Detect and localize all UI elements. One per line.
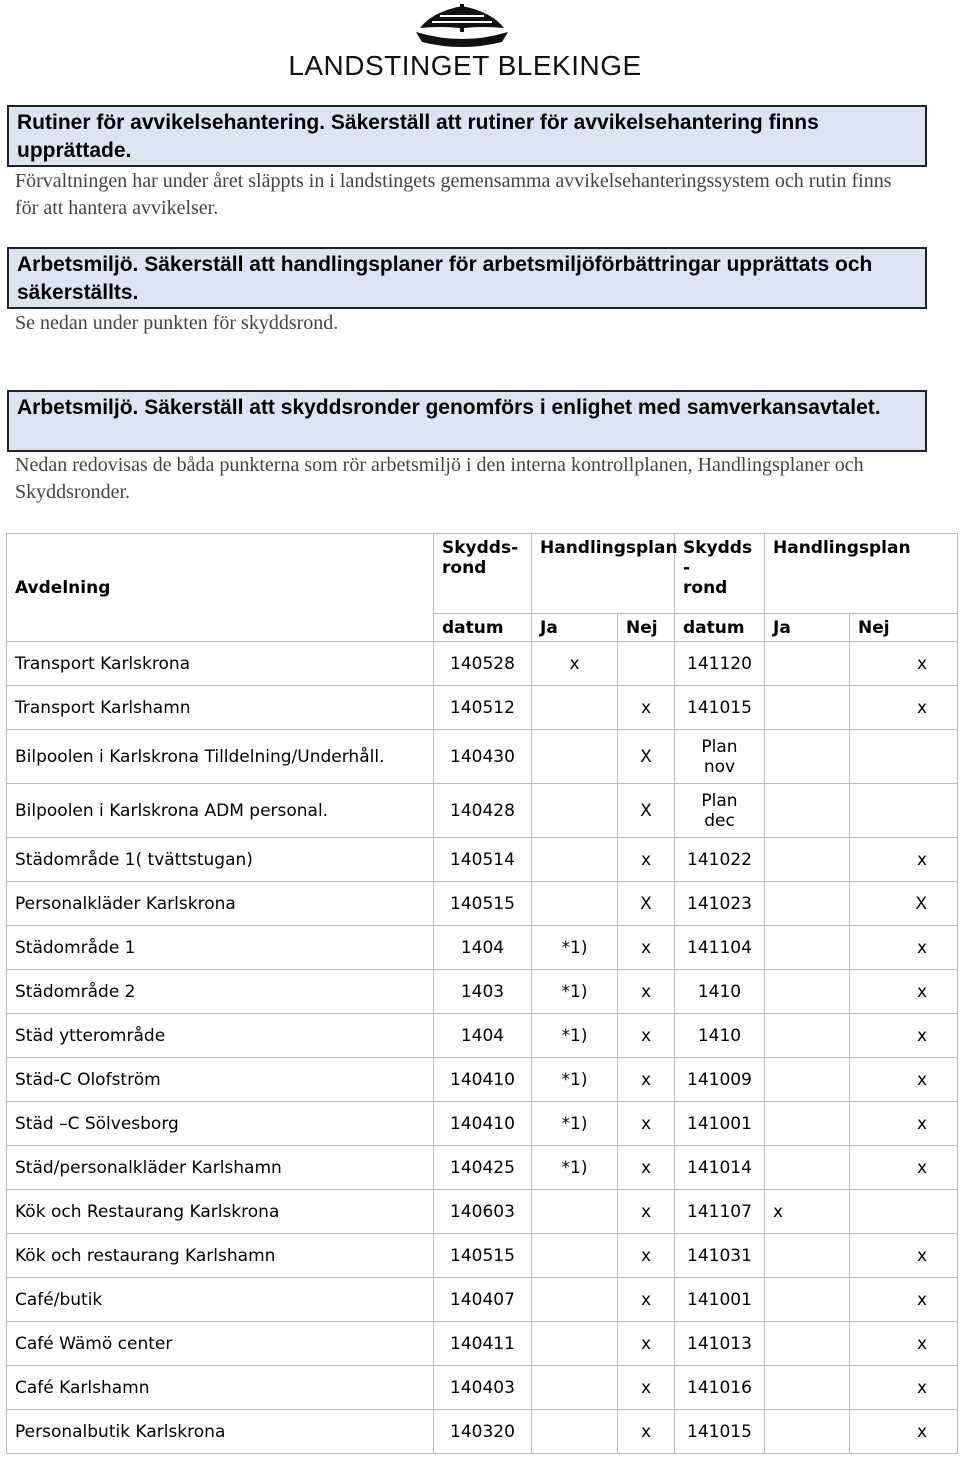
- cell-avdelning: Städområde 1( tvättstugan): [7, 838, 434, 882]
- cell-handlingsplan-ja: *1): [532, 1014, 618, 1058]
- cell-handlingsplan-nej-2: x: [850, 1014, 958, 1058]
- cell-skyddsrond-datum-2: 141001: [675, 1102, 765, 1146]
- table-row: [7, 838, 958, 882]
- cell-handlingsplan-nej: X: [618, 882, 675, 926]
- cell-handlingsplan-nej-2: x: [850, 838, 958, 882]
- cell-handlingsplan-ja-2: [765, 1234, 850, 1278]
- cell-skyddsrond-datum: 140411: [434, 1322, 532, 1366]
- header-nej-2: Nej: [850, 614, 958, 642]
- section-body-1: Förvaltningen har under året släppts in i landstingets gemensamma avvikelsehanteringssystem och rutin finns för att hantera avvikelser.: [15, 170, 892, 219]
- cell-handlingsplan-ja: [532, 838, 618, 882]
- cell-handlingsplan-ja-2: x: [765, 1190, 850, 1234]
- cell-handlingsplan-ja: [532, 686, 618, 730]
- cell-handlingsplan-ja: [532, 1190, 618, 1234]
- cell-avdelning: Personalbutik Karlskrona: [7, 1410, 434, 1454]
- safety-round-table: [6, 533, 958, 1454]
- cell-skyddsrond-datum-2: 1410: [675, 1014, 765, 1058]
- cell-skyddsrond-datum: 1404: [434, 1014, 532, 1058]
- cell-handlingsplan-nej-2: x: [850, 642, 958, 686]
- cell-avdelning: Café Karlshamn: [7, 1366, 434, 1410]
- cell-handlingsplan-ja-2: [765, 1014, 850, 1058]
- cell-skyddsrond-datum-2: 141120: [675, 642, 765, 686]
- cell-handlingsplan-nej-2: x: [850, 1410, 958, 1454]
- cell-skyddsrond-datum: 140430: [434, 730, 532, 784]
- cell-avdelning: Städ –C Sölvesborg: [7, 1102, 434, 1146]
- header-skyddsrond-1: Skydds- rond: [434, 534, 532, 614]
- cell-handlingsplan-ja: *1): [532, 926, 618, 970]
- cell-handlingsplan-ja: [532, 784, 618, 838]
- cell-avdelning: Bilpoolen i Karlskrona Tilldelning/Underhåll.: [7, 730, 434, 784]
- cell-handlingsplan-ja-2: [765, 1322, 850, 1366]
- cell-avdelning: Städ/personalkläder Karlshamn: [7, 1146, 434, 1190]
- cell-handlingsplan-ja-2: [765, 926, 850, 970]
- cell-handlingsplan-nej: x: [618, 1278, 675, 1322]
- table-row: [7, 1410, 958, 1454]
- cell-skyddsrond-datum-2: 141022: [675, 838, 765, 882]
- cell-handlingsplan-ja: *1): [532, 1102, 618, 1146]
- cell-avdelning: Kök och Restaurang Karlskrona: [7, 1190, 434, 1234]
- header-skyddsrond-2: Skydds - rond: [675, 534, 765, 614]
- table-row: [7, 1014, 958, 1058]
- cell-handlingsplan-nej-2: x: [850, 686, 958, 730]
- header-handlingsplan-2: Handlingsplan: [765, 534, 958, 614]
- cell-handlingsplan-nej: [618, 642, 675, 686]
- cell-skyddsrond-datum: 140515: [434, 1234, 532, 1278]
- cell-handlingsplan-ja: *1): [532, 970, 618, 1014]
- cell-skyddsrond-datum: 140407: [434, 1278, 532, 1322]
- header-datum-2: datum: [675, 614, 765, 642]
- table-row: [7, 926, 958, 970]
- table-row: [7, 1146, 958, 1190]
- table-row: [7, 642, 958, 686]
- cell-skyddsrond-datum: 140428: [434, 784, 532, 838]
- cell-handlingsplan-nej-2: x: [850, 1102, 958, 1146]
- cell-skyddsrond-datum: 140410: [434, 1058, 532, 1102]
- cell-avdelning: Bilpoolen i Karlskrona ADM personal.: [7, 784, 434, 838]
- cell-handlingsplan-ja: *1): [532, 1146, 618, 1190]
- cell-handlingsplan-nej-2: x: [850, 970, 958, 1014]
- cell-handlingsplan-nej: x: [618, 1234, 675, 1278]
- cell-avdelning: Städ ytterområde: [7, 1014, 434, 1058]
- header-handlingsplan-1: Handlingsplan: [532, 534, 675, 614]
- cell-handlingsplan-ja: [532, 1234, 618, 1278]
- cell-handlingsplan-nej: x: [618, 1146, 675, 1190]
- cell-skyddsrond-datum-2: 141031: [675, 1234, 765, 1278]
- cell-handlingsplan-nej-2: x: [850, 1278, 958, 1322]
- cell-handlingsplan-ja: [532, 1366, 618, 1410]
- cell-avdelning: Städ-C Olofström: [7, 1058, 434, 1102]
- table-row: [7, 1190, 958, 1234]
- table-row: [7, 1102, 958, 1146]
- table-row: [7, 1058, 958, 1102]
- table-row: [7, 970, 958, 1014]
- cell-skyddsrond-datum-2: 141023: [675, 882, 765, 926]
- cell-skyddsrond-datum: 140403: [434, 1366, 532, 1410]
- cell-skyddsrond-datum: 1403: [434, 970, 532, 1014]
- cell-handlingsplan-nej-2: x: [850, 1234, 958, 1278]
- cell-handlingsplan-nej: x: [618, 1322, 675, 1366]
- cell-handlingsplan-ja: *1): [532, 1058, 618, 1102]
- cell-handlingsplan-nej-2: x: [850, 1322, 958, 1366]
- section-heading-1: Rutiner för avvikelsehantering. Säkerställ att rutiner för avvikelsehantering finns upprättade.: [7, 105, 927, 167]
- cell-handlingsplan-nej-2: [850, 730, 958, 784]
- table-row: [7, 1234, 958, 1278]
- cell-avdelning: Transport Karlskrona: [7, 642, 434, 686]
- table-row: [7, 784, 958, 838]
- cell-handlingsplan-nej-2: [850, 1190, 958, 1234]
- cell-handlingsplan-nej: x: [618, 1014, 675, 1058]
- cell-skyddsrond-datum-2: 141013: [675, 1322, 765, 1366]
- cell-handlingsplan-ja-2: [765, 970, 850, 1014]
- cell-handlingsplan-nej: x: [618, 838, 675, 882]
- cell-handlingsplan-nej: x: [618, 970, 675, 1014]
- cell-skyddsrond-datum-2: 141001: [675, 1278, 765, 1322]
- cell-avdelning: Kök och restaurang Karlshamn: [7, 1234, 434, 1278]
- table-row: [7, 1278, 958, 1322]
- cell-avdelning: Transport Karlshamn: [7, 686, 434, 730]
- table-row: [7, 730, 958, 784]
- cell-handlingsplan-nej-2: X: [850, 882, 958, 926]
- header-avdelning: Avdelning: [7, 534, 434, 642]
- cell-handlingsplan-ja-2: [765, 730, 850, 784]
- table-row: [7, 686, 958, 730]
- cell-skyddsrond-datum-2: 141104: [675, 926, 765, 970]
- cell-skyddsrond-datum: 140528: [434, 642, 532, 686]
- cell-handlingsplan-nej-2: x: [850, 1146, 958, 1190]
- cell-skyddsrond-datum: 140603: [434, 1190, 532, 1234]
- cell-handlingsplan-ja-2: [765, 1146, 850, 1190]
- cell-handlingsplan-nej-2: x: [850, 926, 958, 970]
- cell-handlingsplan-ja: [532, 1278, 618, 1322]
- cell-avdelning: Café Wämö center: [7, 1322, 434, 1366]
- cell-handlingsplan-ja-2: [765, 642, 850, 686]
- cell-skyddsrond-datum-2: 141107: [675, 1190, 765, 1234]
- cell-handlingsplan-ja: [532, 1410, 618, 1454]
- cell-handlingsplan-ja: x: [532, 642, 618, 686]
- cell-avdelning: Café/butik: [7, 1278, 434, 1322]
- cell-skyddsrond-datum-2: Plan nov: [675, 730, 765, 784]
- header-nej-1: Nej: [618, 614, 675, 642]
- cell-handlingsplan-ja-2: [765, 686, 850, 730]
- cell-handlingsplan-nej: x: [618, 1058, 675, 1102]
- section-body-2: Se nedan under punkten för skyddsrond.: [15, 312, 339, 334]
- cell-skyddsrond-datum-2: 141015: [675, 686, 765, 730]
- section-body-3: Nedan redovisas de båda punkterna som rör arbetsmiljö i den interna kontrollplanen, Handlingsplaner och Skyddsronder.: [15, 454, 864, 503]
- cell-handlingsplan-nej: X: [618, 730, 675, 784]
- cell-handlingsplan-ja-2: [765, 1410, 850, 1454]
- cell-skyddsrond-datum: 140410: [434, 1102, 532, 1146]
- cell-handlingsplan-ja-2: [765, 1366, 850, 1410]
- cell-avdelning: Städområde 2: [7, 970, 434, 1014]
- cell-handlingsplan-ja-2: [765, 1058, 850, 1102]
- ship-emblem-icon: [412, 2, 512, 48]
- cell-handlingsplan-ja-2: [765, 1278, 850, 1322]
- cell-skyddsrond-datum-2: 141014: [675, 1146, 765, 1190]
- cell-handlingsplan-nej: x: [618, 686, 675, 730]
- cell-handlingsplan-nej-2: x: [850, 1058, 958, 1102]
- cell-handlingsplan-nej: x: [618, 1366, 675, 1410]
- cell-skyddsrond-datum: 140425: [434, 1146, 532, 1190]
- cell-handlingsplan-ja-2: [765, 882, 850, 926]
- cell-avdelning: Städområde 1: [7, 926, 434, 970]
- cell-skyddsrond-datum: 140514: [434, 838, 532, 882]
- cell-handlingsplan-nej: x: [618, 1410, 675, 1454]
- cell-handlingsplan-ja-2: [765, 1102, 850, 1146]
- cell-handlingsplan-nej: X: [618, 784, 675, 838]
- cell-skyddsrond-datum-2: 141009: [675, 1058, 765, 1102]
- cell-handlingsplan-nej: x: [618, 1190, 675, 1234]
- cell-handlingsplan-nej: x: [618, 1102, 675, 1146]
- cell-handlingsplan-ja: [532, 730, 618, 784]
- table-row: [7, 1366, 958, 1410]
- cell-skyddsrond-datum-2: 141015: [675, 1410, 765, 1454]
- table-row: [7, 882, 958, 926]
- logo-text: LANDSTINGET BLEKINGE: [288, 50, 642, 81]
- cell-skyddsrond-datum-2: Plan dec: [675, 784, 765, 838]
- cell-handlingsplan-ja: [532, 1322, 618, 1366]
- cell-skyddsrond-datum: 1404: [434, 926, 532, 970]
- cell-skyddsrond-datum-2: 141016: [675, 1366, 765, 1410]
- cell-skyddsrond-datum: 140515: [434, 882, 532, 926]
- cell-handlingsplan-ja-2: [765, 838, 850, 882]
- cell-skyddsrond-datum: 140512: [434, 686, 532, 730]
- cell-handlingsplan-nej: x: [618, 926, 675, 970]
- section-heading-2: Arbetsmiljö. Säkerställ att handlingsplaner för arbetsmiljöförbättringar upprättats och säkerställts.: [7, 247, 927, 309]
- section-heading-3: Arbetsmiljö. Säkerställ att skyddsronder genomförs i enlighet med samverkansavtalet.: [7, 390, 927, 452]
- table-row: [7, 1322, 958, 1366]
- cell-skyddsrond-datum-2: 1410: [675, 970, 765, 1014]
- header-ja-2: Ja: [765, 614, 850, 642]
- table-header-row: [7, 534, 958, 614]
- cell-avdelning: Personalkläder Karlskrona: [7, 882, 434, 926]
- cell-skyddsrond-datum: 140320: [434, 1410, 532, 1454]
- cell-handlingsplan-nej-2: x: [850, 1366, 958, 1410]
- cell-handlingsplan-ja: [532, 882, 618, 926]
- header-datum-1: datum: [434, 614, 532, 642]
- cell-handlingsplan-ja-2: [765, 784, 850, 838]
- header-logo: [0, 0, 960, 90]
- cell-handlingsplan-nej-2: [850, 784, 958, 838]
- header-ja-1: Ja: [532, 614, 618, 642]
